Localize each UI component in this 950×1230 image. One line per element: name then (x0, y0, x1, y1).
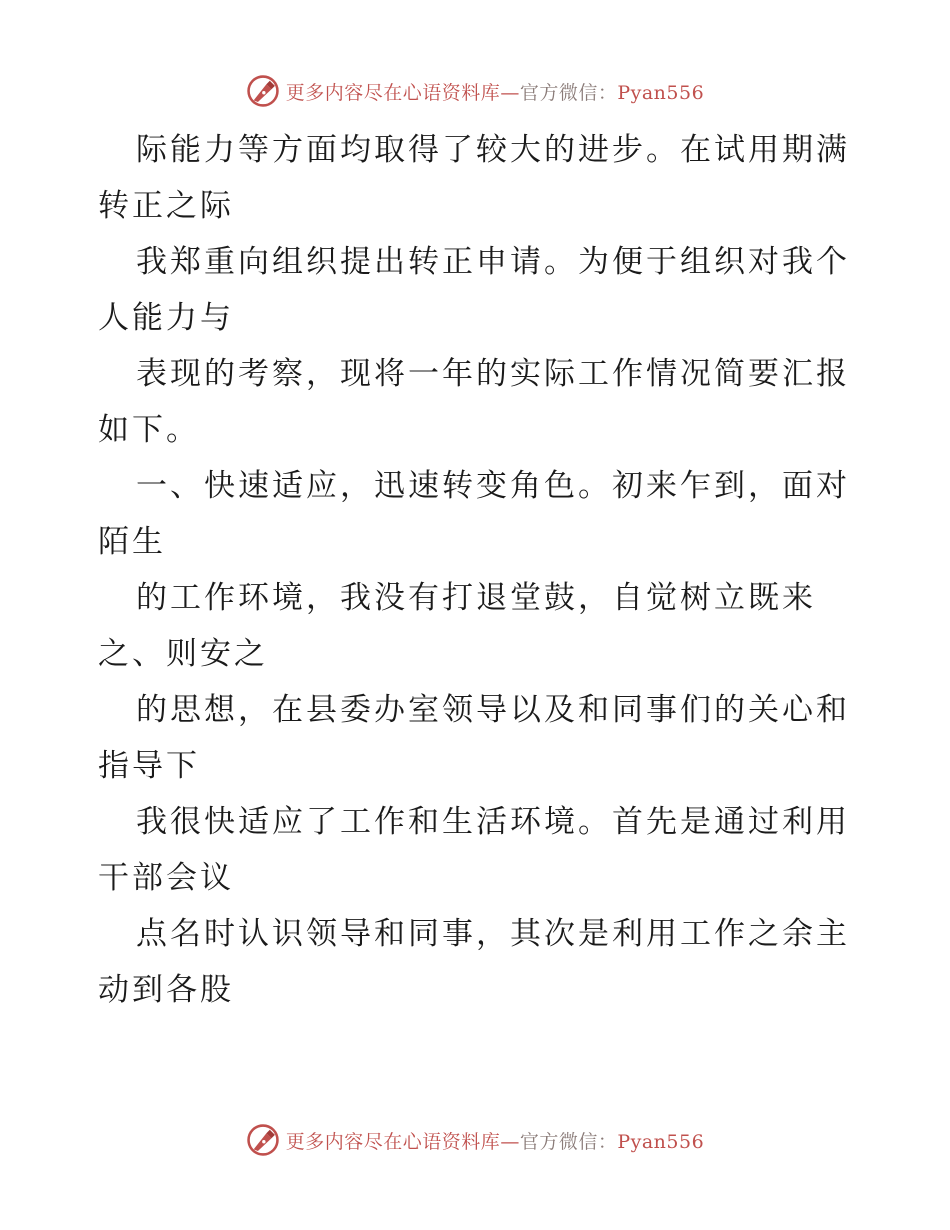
paragraph-line: 之、则安之 (98, 636, 268, 672)
header-banner (0, 71, 950, 111)
paragraph-line: 我郑重向组织提出转正申请。为便于组织对我个 (136, 244, 850, 280)
paragraph-line: 指导下 (98, 748, 200, 784)
paragraph-line: 动到各股 (98, 972, 234, 1008)
header-banner-text: 更多内容尽在心语资料库—官方微信：Pyan556 (285, 81, 705, 104)
paragraph-line: 转正之际 (98, 188, 234, 224)
pen-nib-logo-icon (246, 74, 280, 108)
pen-nib-logo-icon (246, 1123, 280, 1157)
paragraph-line: 干部会议 (98, 860, 234, 896)
paragraph-line: 点名时认识领导和同事，其次是利用工作之余主 (136, 916, 850, 952)
paragraph-line: 如下。 (98, 412, 200, 448)
paragraph-line: 我很快适应了工作和生活环境。首先是通过利用 (136, 804, 850, 840)
paragraph-line: 的思想，在县委办室领导以及和同事们的关心和 (136, 692, 850, 728)
paragraph-line: 表现的考察，现将一年的实际工作情况简要汇报 (136, 356, 850, 392)
footer-banner (0, 1120, 950, 1160)
paragraph-line: 的工作环境，我没有打退堂鼓，自觉树立既来 (136, 580, 816, 616)
paragraph-line: 际能力等方面均取得了较大的进步。在试用期满 (136, 132, 850, 168)
paragraph-line: 人能力与 (98, 300, 234, 336)
footer-banner-text: 更多内容尽在心语资料库—官方微信：Pyan556 (285, 1130, 705, 1153)
document-body (98, 122, 858, 1018)
paragraph-line: 陌生 (98, 524, 166, 560)
paragraph-line: 一、快速适应，迅速转变角色。初来乍到，面对 (136, 468, 850, 504)
